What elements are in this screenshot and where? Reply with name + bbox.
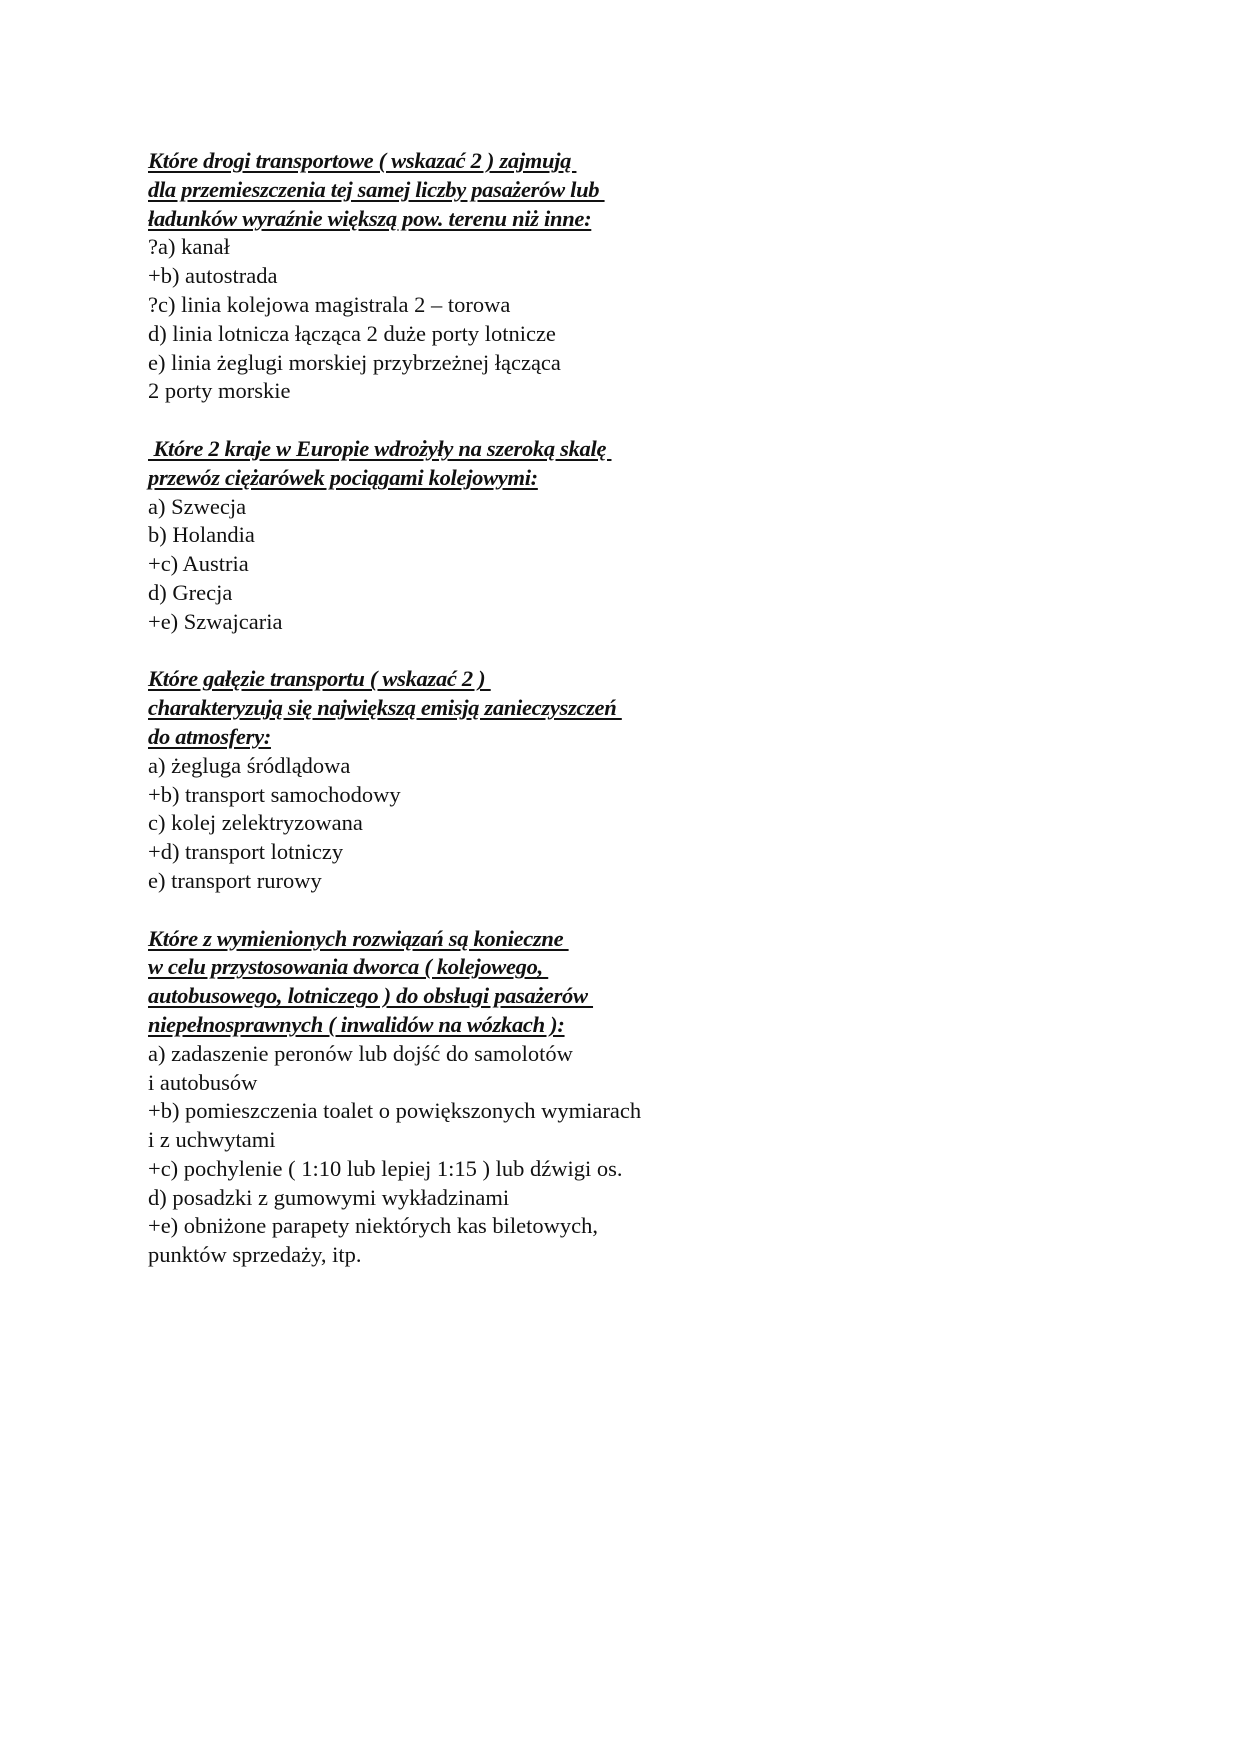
- answer-line: +b) pomieszczenia toalet o powiększonych wymiarach: [148, 1098, 642, 1124]
- answer-line: b) Holandia: [148, 522, 255, 548]
- question-line: Które gałęzie transportu ( wskazać 2 ): [148, 666, 491, 692]
- answer-line: e) transport rurowy: [148, 867, 322, 893]
- answer-line: i autobusów: [148, 1069, 258, 1095]
- answer-line: e) linia żeglugi morskiej przybrzeżnej łącząca: [148, 349, 561, 375]
- question-line: Które 2 kraje w Europie wdrożyły na szeroką skalę: [148, 435, 612, 461]
- answer-line: ?c) linia kolejowa magistrala 2 – torowa: [148, 291, 511, 317]
- document-body: [148, 147, 768, 1299]
- answer-line: a) zadaszenie peronów lub dojść do samolotów: [148, 1040, 573, 1066]
- answer-line: +c) Austria: [148, 551, 249, 577]
- answer-line: d) linia lotnicza łącząca 2 duże porty lotnicze: [148, 320, 556, 346]
- answer-line: +d) transport lotniczy: [148, 839, 344, 865]
- answer-line: d) posadzki z gumowymi wykładzinami: [148, 1184, 510, 1210]
- question-line: do atmosfery:: [148, 723, 271, 749]
- answer-line: ?a) kanał: [148, 234, 230, 260]
- question-line: charakteryzują się największą emisją zanieczyszczeń: [148, 695, 622, 721]
- answer-line: d) Grecja: [148, 579, 233, 605]
- answer-line: c) kolej zelektryzowana: [148, 810, 363, 836]
- question-line: w celu przystosowania dworca ( kolejowego,: [148, 954, 549, 980]
- question-line: ładunków wyraźnie większą pow. terenu niż inne:: [148, 205, 592, 231]
- answer-line: 2 porty morskie: [148, 378, 291, 404]
- question-block: [148, 925, 768, 1271]
- answer-line: +c) pochylenie ( 1:10 lub lepiej 1:15 ) lub dźwigi os.: [148, 1155, 623, 1181]
- answer-line: +e) obniżone parapety niektórych kas biletowych,: [148, 1213, 599, 1239]
- question-line: Które drogi transportowe ( wskazać 2 ) zajmują: [148, 148, 577, 173]
- answer-line: +e) Szwajcaria: [148, 608, 283, 634]
- question-block: [148, 147, 768, 406]
- answer-line: i z uchwytami: [148, 1127, 276, 1153]
- question-line: niepełnosprawnych ( inwalidów na wózkach ):: [148, 1011, 565, 1037]
- answer-line: a) Szwecja: [148, 493, 247, 519]
- question-line: dla przemieszczenia tej samej liczby pasażerów lub: [148, 176, 605, 202]
- question-line: autobusowego, lotniczego ) do obsługi pasażerów: [148, 983, 594, 1009]
- question-block: [148, 435, 768, 637]
- answer-line: a) żegluga śródlądowa: [148, 752, 351, 778]
- question-block: [148, 665, 768, 895]
- answer-line: +b) autostrada: [148, 263, 278, 289]
- question-line: Które z wymienionych rozwiązań są konieczne: [148, 925, 569, 951]
- question-line: przewóz ciężarówek pociągami kolejowymi:: [148, 464, 538, 490]
- answer-line: +b) transport samochodowy: [148, 781, 401, 807]
- answer-line: punktów sprzedaży, itp.: [148, 1242, 362, 1268]
